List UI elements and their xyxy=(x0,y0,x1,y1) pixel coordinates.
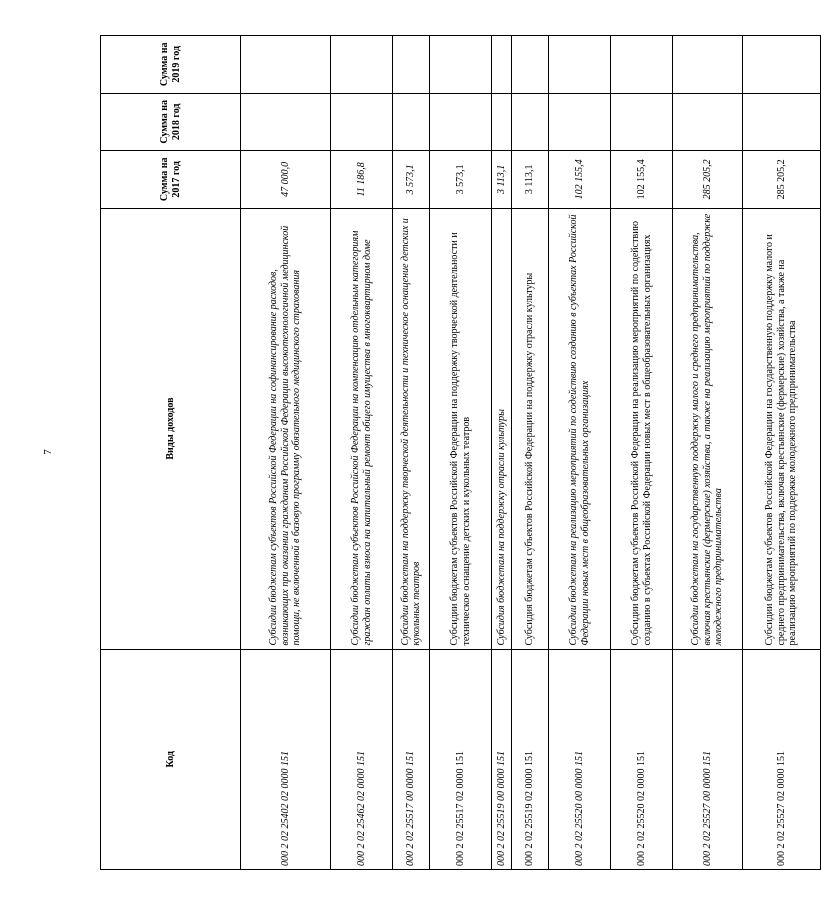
row-revenue-type: Субсидии бюджетам субъектов Российской Федерации на поддержку творческой деятельности и техническое оснащение детских и кукольных театров xyxy=(430,208,492,649)
row-sum-2017: 285 205,2 xyxy=(673,151,743,209)
table-row xyxy=(512,36,549,870)
table-row xyxy=(492,36,512,870)
row-sum-2019 xyxy=(743,36,821,94)
row-code: 000 2 02 25517 00 0000 151 xyxy=(393,649,430,869)
row-sum-2017: 3 113,1 xyxy=(492,151,512,209)
row-sum-2019 xyxy=(241,36,331,94)
row-code: 000 2 02 25527 00 0000 151 xyxy=(673,649,743,869)
row-sum-2017: 285 205,2 xyxy=(743,151,821,209)
row-sum-2017: 3 113,1 xyxy=(512,151,549,209)
row-sum-2019 xyxy=(492,36,512,94)
table-row xyxy=(673,36,743,870)
row-code: 000 2 02 25462 02 0000 151 xyxy=(331,649,393,869)
page-number: 7 xyxy=(42,449,54,455)
table-header-row xyxy=(101,36,241,870)
table-row xyxy=(430,36,492,870)
row-sum-2018 xyxy=(393,93,430,151)
row-sum-2018 xyxy=(241,93,331,151)
row-sum-2017: 11 186,8 xyxy=(331,151,393,209)
row-revenue-type: Субсидии бюджетам субъектов Российской Федерации на софинансирование расходов, возникающих при оказании гражданам Российской Федерации высокотехнологичной медицинской помощи, не включенной в базовую программу обязательного медицинского страхования xyxy=(241,208,331,649)
row-sum-2019 xyxy=(512,36,549,94)
revenue-table xyxy=(100,35,821,870)
row-code: 000 2 02 25520 00 0000 151 xyxy=(549,649,611,869)
row-sum-2017: 102 155,4 xyxy=(611,151,673,209)
row-sum-2017: 47 000,0 xyxy=(241,151,331,209)
table-row xyxy=(331,36,393,870)
row-sum-2018 xyxy=(430,93,492,151)
row-sum-2019 xyxy=(430,36,492,94)
row-code: 000 2 02 25519 02 0000 151 xyxy=(512,649,549,869)
row-sum-2018 xyxy=(673,93,743,151)
row-sum-2019 xyxy=(331,36,393,94)
row-revenue-type: Субсидии бюджетам на государственную поддержку малого и среднего предпринимательства, включая крестьянские (фермерские) хозяйства, а также на реализацию мероприятий по поддержке молодежного предпринимательства xyxy=(673,208,743,649)
row-code: 000 2 02 25517 02 0000 151 xyxy=(430,649,492,869)
header-revenue-type: Виды доходов xyxy=(101,208,241,649)
table-row xyxy=(393,36,430,870)
table-row xyxy=(611,36,673,870)
row-sum-2018 xyxy=(331,93,393,151)
row-revenue-type: Субсидии бюджетам субъектов Российской Федерации на реализацию мероприятий по содействию созданию в субъектах Российской Федерации новых мест в общеобразовательных организациях xyxy=(611,208,673,649)
rotated-table-container xyxy=(100,35,799,870)
row-sum-2018 xyxy=(743,93,821,151)
row-sum-2019 xyxy=(611,36,673,94)
row-code: 000 2 02 25527 02 0000 151 xyxy=(743,649,821,869)
row-code: 000 2 02 25402 02 0000 151 xyxy=(241,649,331,869)
row-code: 000 2 02 25519 00 0000 151 xyxy=(492,649,512,869)
row-code: 000 2 02 25520 02 0000 151 xyxy=(611,649,673,869)
table-row xyxy=(241,36,331,870)
row-revenue-type: Субсидии бюджетам на поддержку творческой деятельности и техническое оснащение детских и кукольных театров xyxy=(393,208,430,649)
row-sum-2017: 3 573,1 xyxy=(393,151,430,209)
row-sum-2018 xyxy=(512,93,549,151)
row-sum-2019 xyxy=(549,36,611,94)
row-sum-2018 xyxy=(492,93,512,151)
row-sum-2019 xyxy=(393,36,430,94)
header-sum-2017: Сумма на 2017 год xyxy=(101,151,241,209)
row-revenue-type: Субсидия бюджетам на поддержку отрасли культуры xyxy=(492,208,512,649)
row-revenue-type: Субсидии бюджетам субъектов Российской Федерации на компенсацию отдельным категориям граждан оплаты взноса на капитальный ремонт общего имущества в многоквартирном доме xyxy=(331,208,393,649)
header-sum-2019: Сумма на 2019 год xyxy=(101,36,241,94)
row-revenue-type: Субсидия бюджетам субъектов Российской Федерации на поддержку отрасли культуры xyxy=(512,208,549,649)
row-sum-2017: 102 155,4 xyxy=(549,151,611,209)
row-revenue-type: Субсидии бюджетам субъектов Российской Федерации на государственную поддержку малого и среднего предпринимательства, включая крестьянские (фермерские) хозяйства, а также на реализацию мероприятий по поддержке молодежного предпринимательства xyxy=(743,208,821,649)
row-sum-2018 xyxy=(549,93,611,151)
table-row xyxy=(743,36,821,870)
table-body xyxy=(241,36,821,870)
row-sum-2018 xyxy=(611,93,673,151)
table-row xyxy=(549,36,611,870)
row-revenue-type: Субсидии бюджетам на реализацию мероприятий по содействию созданию в субъектах Российской Федерации новых мест в общеобразовательных организациях xyxy=(549,208,611,649)
row-sum-2017: 3 573,1 xyxy=(430,151,492,209)
row-sum-2019 xyxy=(673,36,743,94)
header-code: Код xyxy=(101,649,241,869)
header-sum-2018: Сумма на 2018 год xyxy=(101,93,241,151)
